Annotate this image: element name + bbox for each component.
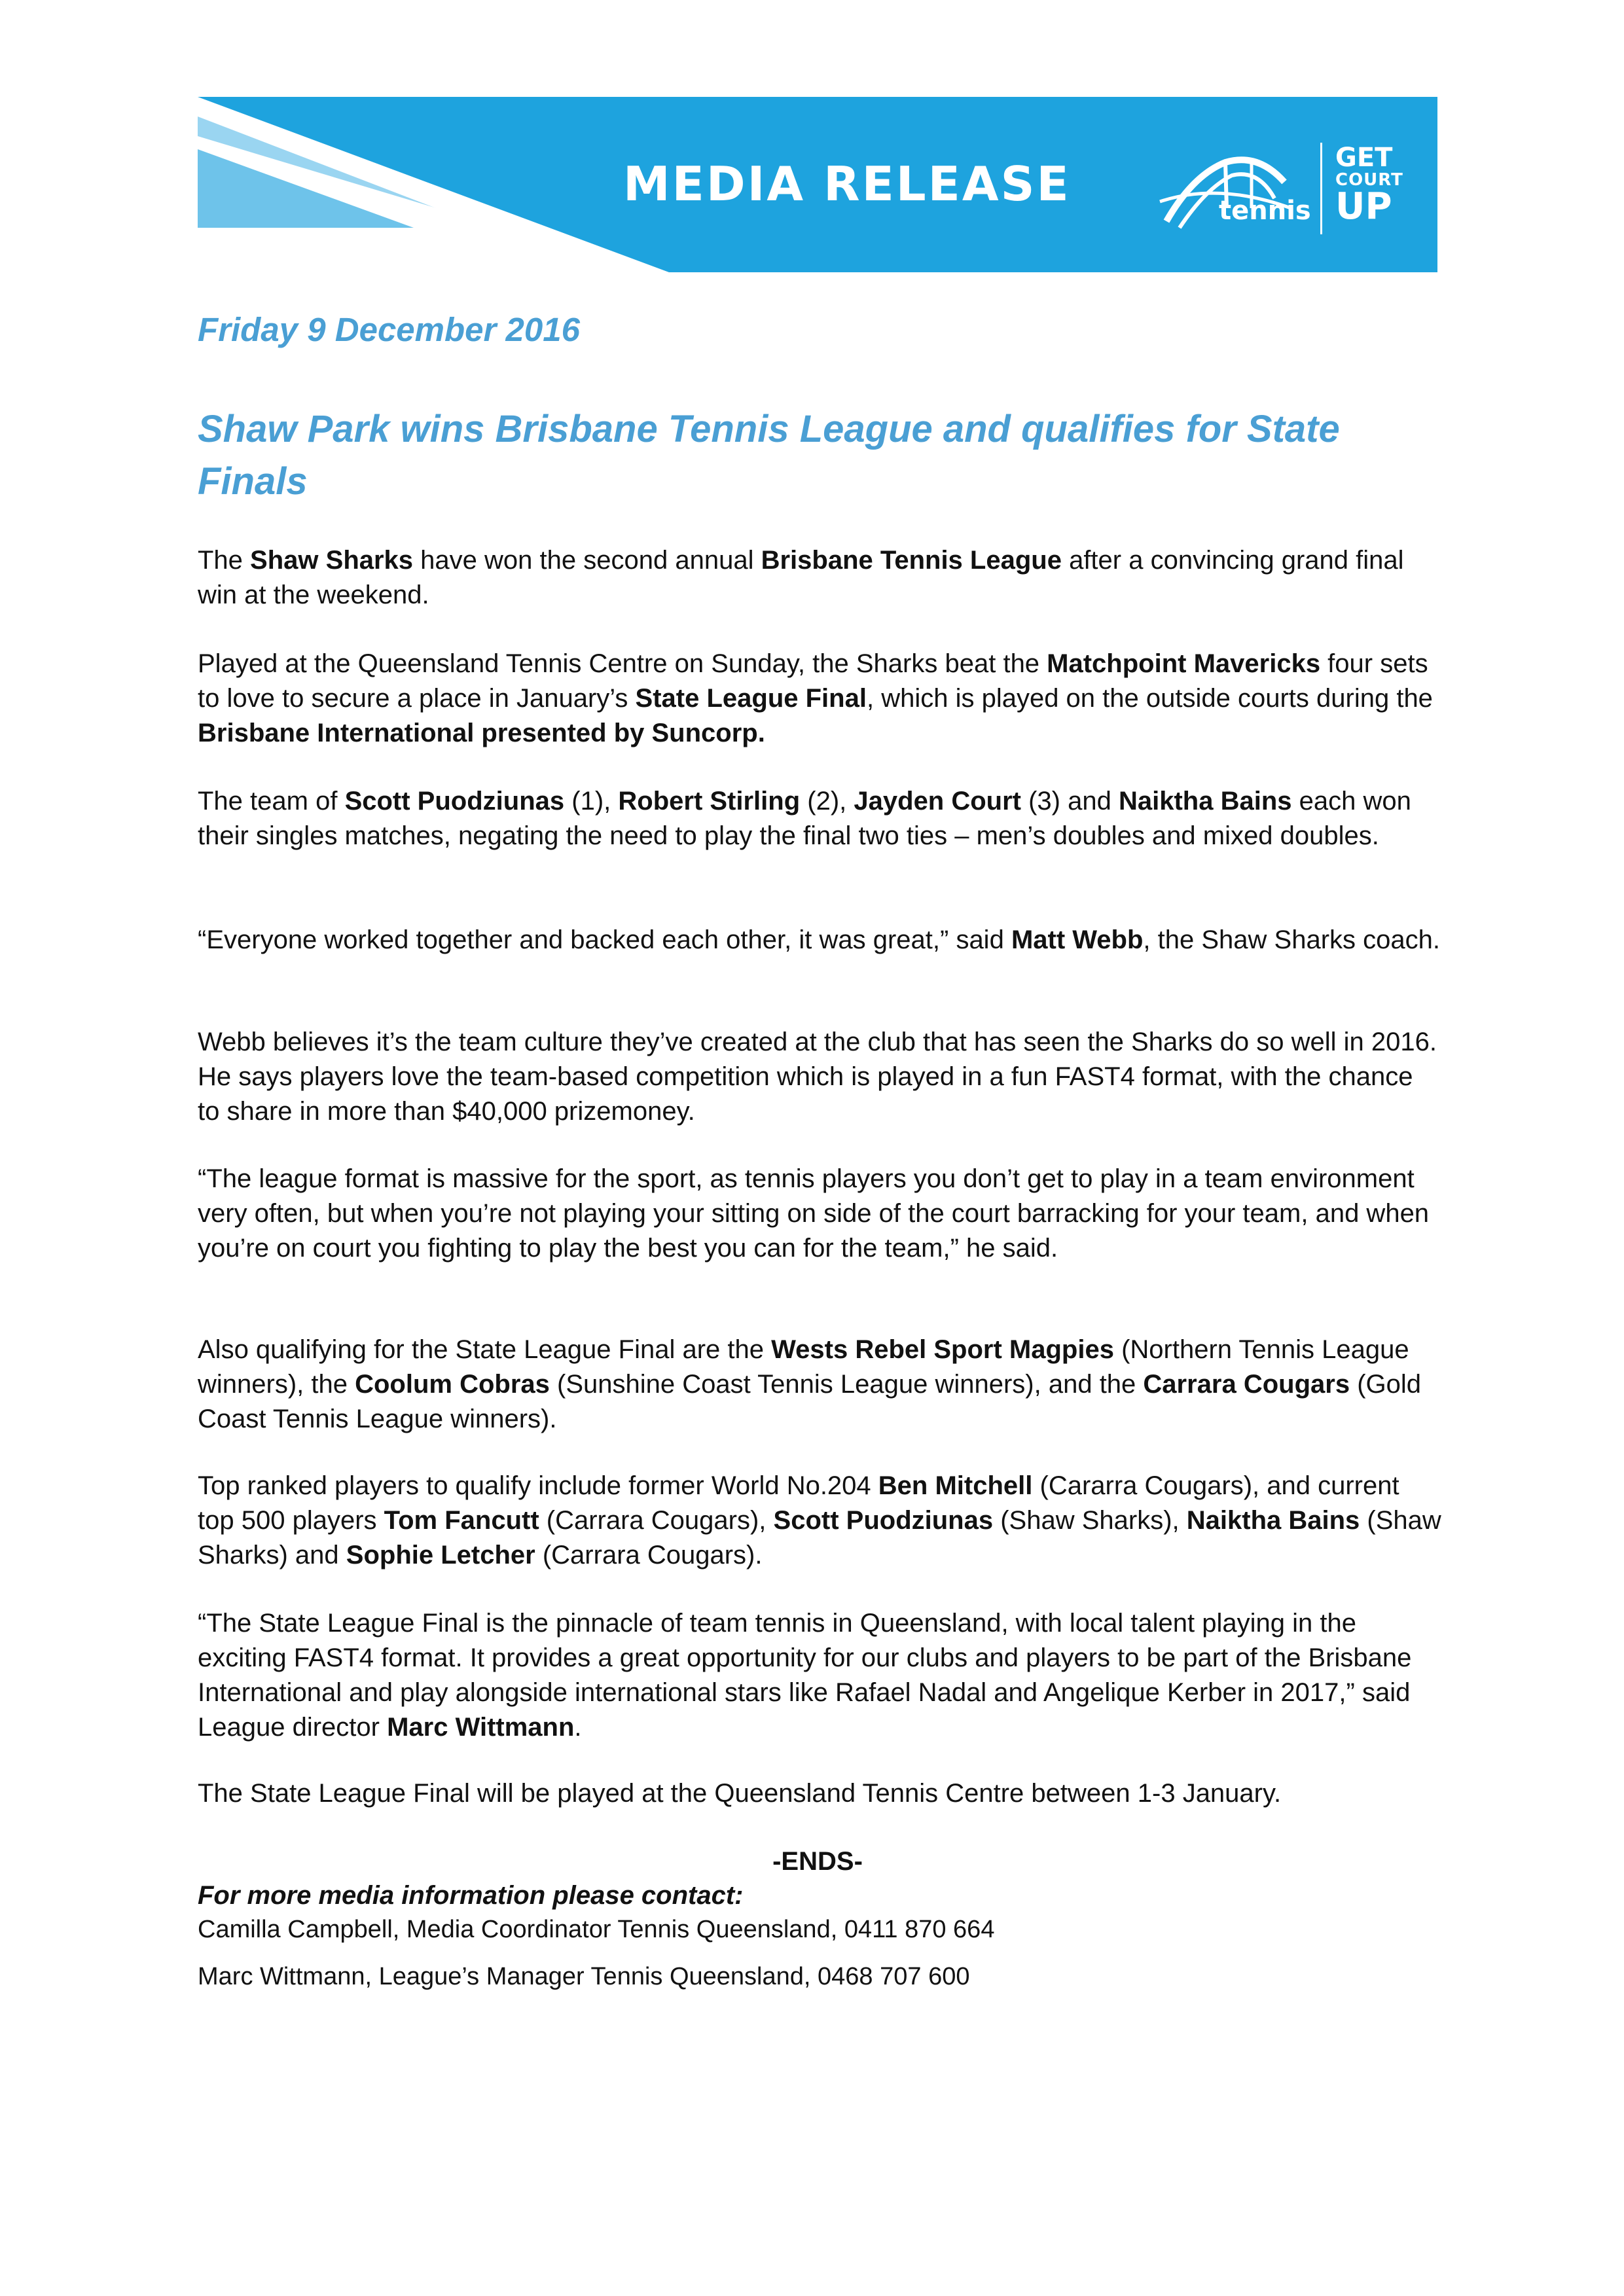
paragraph-9: “The State League Final is the pinnacle of team tennis in Queensland, with local talent playing in the exciting FAST4 format. It provides a great opportunity for our clubs and players to be part of the Brisbane International and play alongside international stars like Rafael Nadal and Angelique Kerber in 2017,” said League director Marc Wittmann. xyxy=(198,1609,1412,1742)
get-court-up-line3: UP xyxy=(1335,185,1392,228)
paragraph-3: The team of Scott Puodziunas (1), Robert Stirling (2), Jayden Court (3) and Naiktha Bains each won their singles matches, negating the need to play the final two ties – men’s doubles and mixed doubles. xyxy=(198,787,1411,850)
contact-line-1: Camilla Campbell, Media Coordinator Tennis Queensland, 0411 870 664 xyxy=(198,1916,995,1943)
release-date: Friday 9 December 2016 xyxy=(198,311,581,348)
get-court-up-line1: GET xyxy=(1335,143,1393,173)
paragraph-1: The Shaw Sharks have won the second annual Brisbane Tennis League after a convincing grand final win at the weekend. xyxy=(198,546,1404,609)
tennis-logo-text: tennis xyxy=(1219,196,1311,226)
paragraph-2: Played at the Queensland Tennis Centre on Sunday, the Sharks beat the Matchpoint Mavericks four sets to love to secure a place in January’s State League Final, which is played on the outside courts during the Brisbane International presented by Suncorp. xyxy=(198,649,1433,747)
paragraph-5: Webb believes it’s the team culture they’ve created at the club that has seen the Sharks do so well in 2016. He says players love the team-based competition which is played in a fun FAST4 format, with the chance to share in more than $40,000 prizemoney. xyxy=(198,1028,1437,1126)
banner-title: MEDIA RELEASE xyxy=(623,156,1071,211)
get-court-up-line2: COURT xyxy=(1335,170,1403,190)
headline: Shaw Park wins Brisbane Tennis League and qualifies for State Finals xyxy=(198,408,1340,503)
paragraph-6: “The league format is massive for the sport, as tennis players you don’t get to play in a team environment very often, but when you’re not playing your sitting on side of the court barracking for your team, and when you’re on court you fighting to play the best you can for the team,” he said. xyxy=(198,1164,1430,1263)
paragraph-7: Also qualifying for the State League Final are the Wests Rebel Sport Magpies (Northern Tennis League winners), the Coolum Cobras (Sunshine Coast Tennis League winners), and the Carrara Cougars (Gold Coast Tennis League winners). xyxy=(198,1335,1422,1433)
contact-heading: For more media information please contact: xyxy=(198,1881,744,1910)
paragraph-4: “Everyone worked together and backed each other, it was great,” said Matt Webb, the Shaw Sharks coach. xyxy=(198,925,1440,954)
paragraph-10: The State League Final will be played at the Queensland Tennis Centre between 1-3 January. xyxy=(198,1779,1282,1808)
paragraph-8: Top ranked players to qualify include former World No.204 Ben Mitchell (Cararra Cougars), and current top 500 players Tom Fancutt (Carrara Cougars), Scott Puodziunas (Shaw Sharks), Naiktha Bains (Shaw Sharks) and Sophie Letcher (Carrara Cougars). xyxy=(198,1471,1441,1570)
media-release-banner xyxy=(198,97,1437,272)
ends-marker: -ENDS- xyxy=(772,1847,863,1876)
logo-divider xyxy=(1320,143,1322,234)
contact-line-2: Marc Wittmann, League’s Manager Tennis Queensland, 0468 707 600 xyxy=(198,1963,970,1990)
get-court-up-logo xyxy=(1335,143,1403,228)
